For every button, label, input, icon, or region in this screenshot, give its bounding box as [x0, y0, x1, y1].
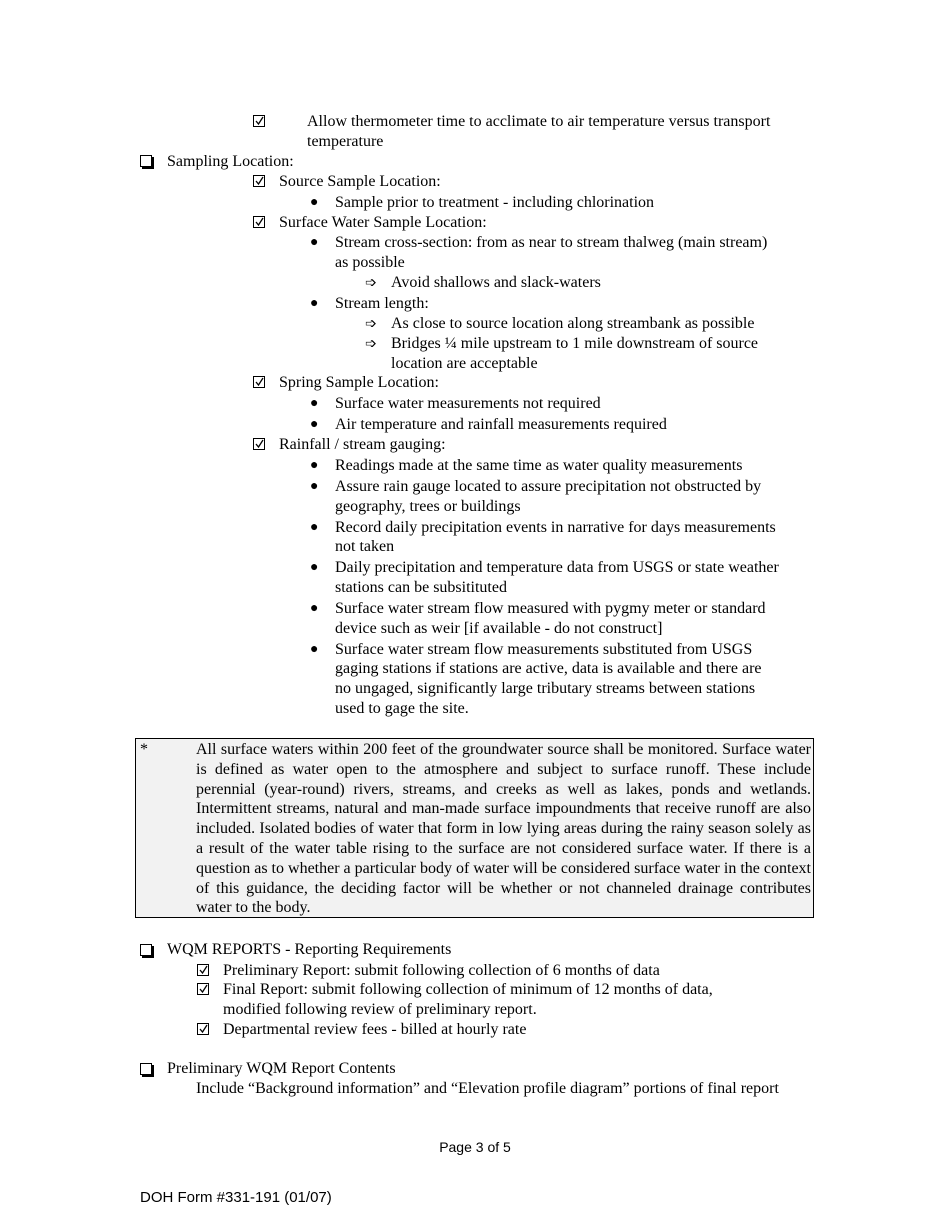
page-number: Page 3 of 5 [439, 1139, 511, 1155]
text-line: gaging stations if stations are active, data is available and there are [335, 660, 762, 677]
dot-bullet-icon: ● [310, 417, 319, 432]
dot-bullet-icon: ● [310, 520, 319, 535]
text-line: Stream cross-section: from as near to stream thalweg (main stream) [335, 234, 768, 251]
text-line: temperature [307, 133, 384, 150]
arrow-bullet-icon: ➩ [365, 316, 377, 332]
note-text: All surface waters within 200 feet of the groundwater source shall be monitored. Surface water is defined as water open to the atmosphere and subject to surface runoff. These include perennial (year-round) rivers, streams, and creeks as well as lakes, ponds and wetlands. Intermittent streams, natural and man-made surface impoundments that receive runoff are also included. Isolated bodies of water that form in low lying areas during the rainy season solely as a result of the water table rising to the surface are not considered surface water. If there is a question as to whether a particular body of water will be considered surface water in the context of this guidance, the deciding factor will be whether or not channeled drainage contributes water to the body. [196, 741, 811, 917]
text-line: Stream length: [335, 295, 429, 312]
text-line: Final Report: submit following collection of minimum of 12 months of data, [223, 981, 713, 998]
text-line: as possible [335, 254, 405, 271]
checkbox-checked-icon [197, 964, 209, 976]
arrow-bullet-icon: ➩ [365, 336, 377, 352]
square-bullet-icon [140, 944, 152, 956]
text-line: modified following review of preliminary report. [223, 1001, 537, 1018]
text-line: Departmental review fees - billed at hourly rate [223, 1021, 527, 1038]
checkbox-checked-icon [253, 376, 265, 388]
section-heading: Preliminary WQM Report Contents [167, 1060, 396, 1077]
arrow-bullet-icon: ➩ [365, 275, 377, 291]
checkbox-checked-icon [253, 175, 265, 187]
text-line: Air temperature and rainfall measurements required [335, 416, 667, 433]
square-bullet-icon [140, 1063, 152, 1075]
text-line: used to gage the site. [335, 700, 469, 717]
section-heading: Sampling Location: [167, 153, 294, 170]
subsection-heading: Rainfall / stream gauging: [279, 436, 446, 453]
text-line: As close to source location along streambank as possible [391, 315, 755, 332]
subsection-heading: Spring Sample Location: [279, 374, 439, 391]
dot-bullet-icon: ● [310, 642, 319, 657]
dot-bullet-icon: ● [310, 296, 319, 311]
text-line: stations can be subsitituted [335, 579, 507, 596]
dot-bullet-icon: ● [310, 479, 319, 494]
text-line: Bridges ¼ mile upstream to 1 mile downstream of source [391, 335, 759, 352]
text-line: Record daily precipitation events in narrative for days measurements [335, 519, 776, 536]
text-line: geography, trees or buildings [335, 498, 521, 515]
square-bullet-icon [140, 155, 152, 167]
dot-bullet-icon: ● [310, 601, 319, 616]
note-marker: * [140, 741, 148, 758]
text-line: Daily precipitation and temperature data from USGS or state weather [335, 559, 779, 576]
text-line: Include “Background information” and “Elevation profile diagram” portions of final report [196, 1080, 779, 1097]
text-line: location are acceptable [391, 355, 538, 372]
section-heading: WQM REPORTS - Reporting Requirements [167, 941, 452, 958]
text-line: no ungaged, significantly large tributary streams between stations [335, 680, 756, 697]
form-number: DOH Form #331-191 (01/07) [140, 1189, 332, 1206]
dot-bullet-icon: ● [310, 235, 319, 250]
text-line: device such as weir [if available - do not construct] [335, 620, 663, 637]
text-line: Sample prior to treatment - including chlorination [335, 194, 655, 211]
text-line: Surface water measurements not required [335, 395, 601, 412]
dot-bullet-icon: ● [310, 396, 319, 411]
checkbox-checked-icon [253, 115, 265, 127]
subsection-heading: Surface Water Sample Location: [279, 214, 487, 231]
text-line: Surface water stream flow measurements substituted from USGS [335, 641, 753, 658]
text-line: Assure rain gauge located to assure precipitation not obstructed by [335, 478, 762, 495]
text-line: Allow thermometer time to acclimate to air temperature versus transport [307, 113, 771, 130]
checkbox-checked-icon [253, 438, 265, 450]
subsection-heading: Source Sample Location: [279, 173, 441, 190]
dot-bullet-icon: ● [310, 560, 319, 575]
checkbox-checked-icon [197, 1023, 209, 1035]
dot-bullet-icon: ● [310, 458, 319, 473]
checkbox-checked-icon [253, 216, 265, 228]
text-line: Avoid shallows and slack-waters [391, 274, 601, 291]
text-line: Surface water stream flow measured with pygmy meter or standard [335, 600, 766, 617]
text-line: Preliminary Report: submit following collection of 6 months of data [223, 962, 660, 979]
dot-bullet-icon: ● [310, 195, 319, 210]
text-line: not taken [335, 538, 395, 555]
text-line: Readings made at the same time as water quality measurements [335, 457, 743, 474]
checkbox-checked-icon [197, 983, 209, 995]
